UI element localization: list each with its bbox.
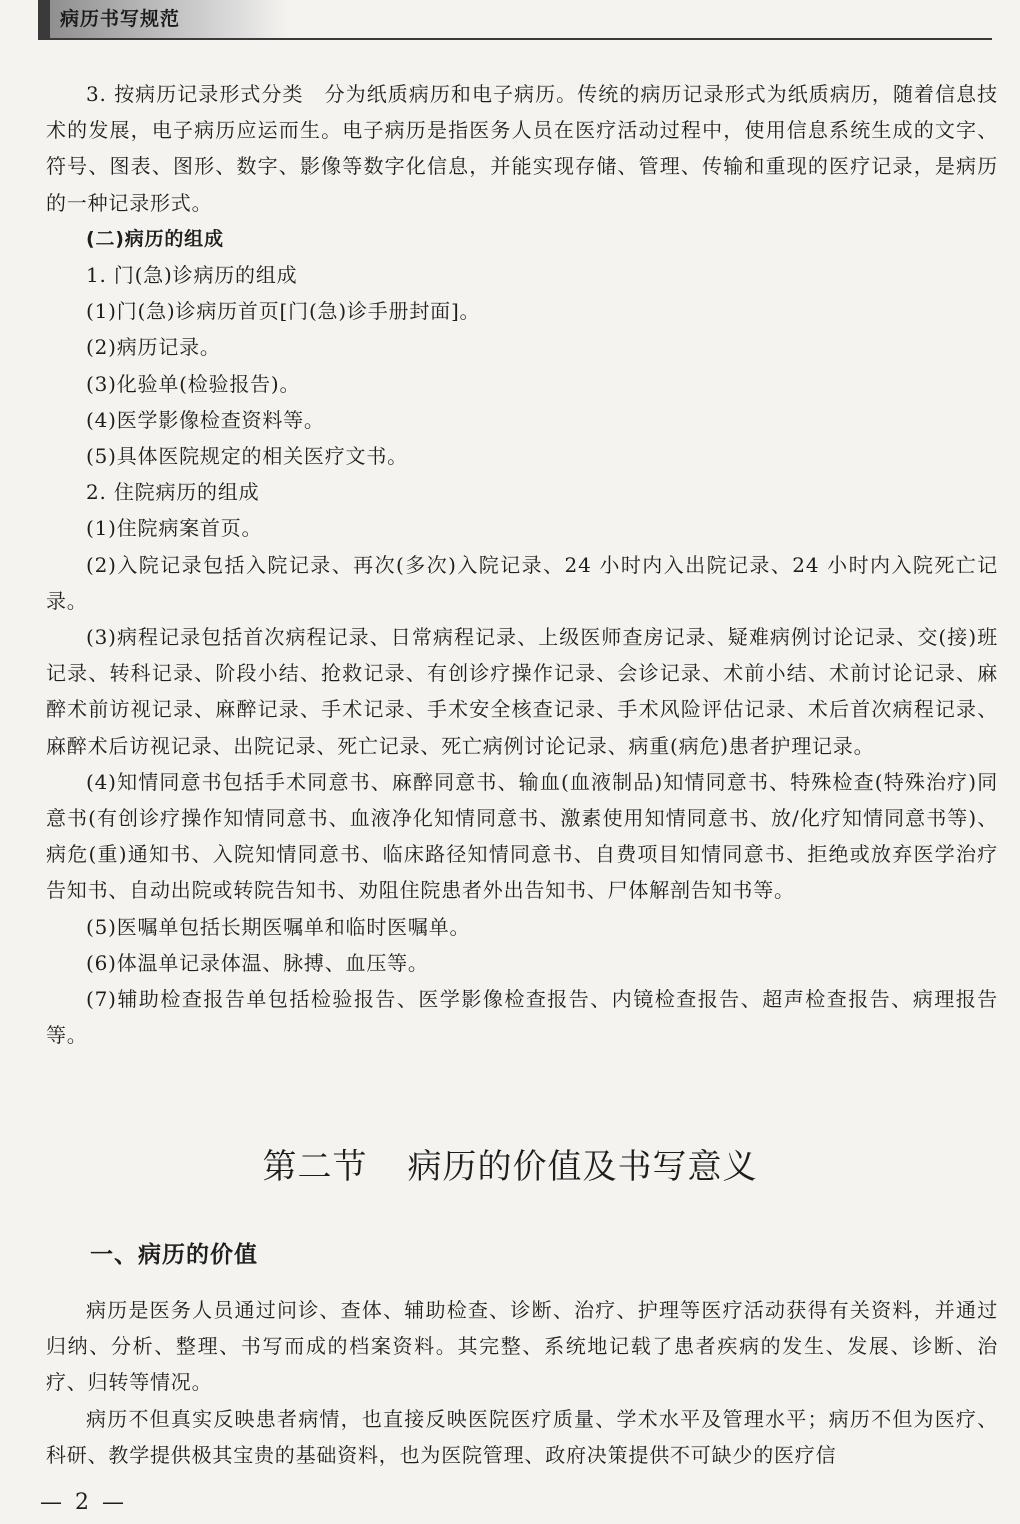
list-heading: 2. 住院病历的组成 [86,480,260,505]
section-name: 病历的价值及书写意义 [407,1147,758,1187]
header-bar [38,0,50,38]
list-item: (4)知情同意书包括手术同意书、麻醉同意书、输血(血液制品)知情同意书、特殊检查(特殊治疗)同意书(有创诊疗操作知情同意书、血液净化知情同意书、激素使用知情同意书、放/化疗知情同意书等)、病危(重)通知书、入院知情同意书、临床路径知情同意书、自费项目知情同意书、拒绝或放弃医学治疗告知书、自动出院或转院告知书、劝阻住院患者外出告知书、尸体解剖告知书等。 [46,769,998,903]
header-tab [38,0,288,38]
list-item: (5)具体医院规定的相关医疗文书。 [86,444,408,469]
list-item: (3)病程记录包括首次病程记录、日常病程记录、上级医师查房记录、疑难病例讨论记录、交(接)班记录、转科记录、阶段小结、抢救记录、有创诊疗操作记录、会诊记录、术前小结、术前讨论记录、麻醉术前访视记录、麻醉记录、手术记录、手术安全核查记录、手术风险评估记录、术后首次病程记录、麻醉术后访视记录、出院记录、死亡记录、死亡病例讨论记录、病重(病危)患者护理记录。 [46,625,998,758]
paragraph: 3. 按病历记录形式分类 分为纸质病历和电子病历。传统的病历记录形式为纸质病历，随着信息技术的发展，电子病历应运而生。电子病历是指医务人员在医疗活动过程中，使用信息系统生成的文字、符号、图表、图形、数字、影像等数字化信息，并能实现存储、管理、传输和重现的医疗记录，是病历的一种记录形式。 [46,82,998,215]
page-header [38,0,992,40]
body-text-2 [46,1292,998,1473]
list-item: (3)化验单(检验报告)。 [86,371,301,396]
body-text [46,76,998,1053]
list-item: (4)医学影像检查资料等。 [86,407,325,432]
paragraph: 病历不但真实反映患者病情，也直接反映医院医疗质量、学术水平及管理水平；病历不但为医疗、科研、教学提供极其宝贵的基础资料，也为医院管理、政府决策提供不可缺少的医疗信 [46,1406,998,1467]
list-item: (2)病历记录。 [86,335,221,360]
section-title [0,1145,1020,1189]
subheading: 一、病历的价值 [90,1242,258,1268]
paragraph: 病历是医务人员通过问诊、查体、辅助检查、诊断、治疗、护理等医疗活动获得有关资料，并通过归纳、分析、整理、书写而成的档案资料。其完整、系统地记载了患者疾病的发生、发展、诊断、治疗、归转等情况。 [46,1298,998,1395]
header-title: 病历书写规范 [60,8,181,30]
list-item: (1)住院病案首页。 [86,516,263,541]
list-item: (6)体温单记录体温、脉搏、血压等。 [86,950,429,975]
list-item: (7)辅助检查报告单包括检验报告、医学影像检查报告、内镜检查报告、超声检查报告、病理报告等。 [46,987,998,1048]
section-number: 第二节 [262,1147,368,1187]
list-item: (1)门(急)诊病历首页[门(急)诊手册封面]。 [86,299,481,324]
list-heading: 1. 门(急)诊病历的组成 [86,263,298,288]
subsection-heading: (二)病历的组成 [86,227,224,250]
list-item: (5)医嘱单包括长期医嘱单和临时医嘱单。 [86,914,471,939]
page-number: — 2 — [40,1490,127,1515]
list-item: (2)入院记录包括入院记录、再次(多次)入院记录、24 小时内入出院记录、24 小时内入院死亡记录。 [46,552,998,613]
